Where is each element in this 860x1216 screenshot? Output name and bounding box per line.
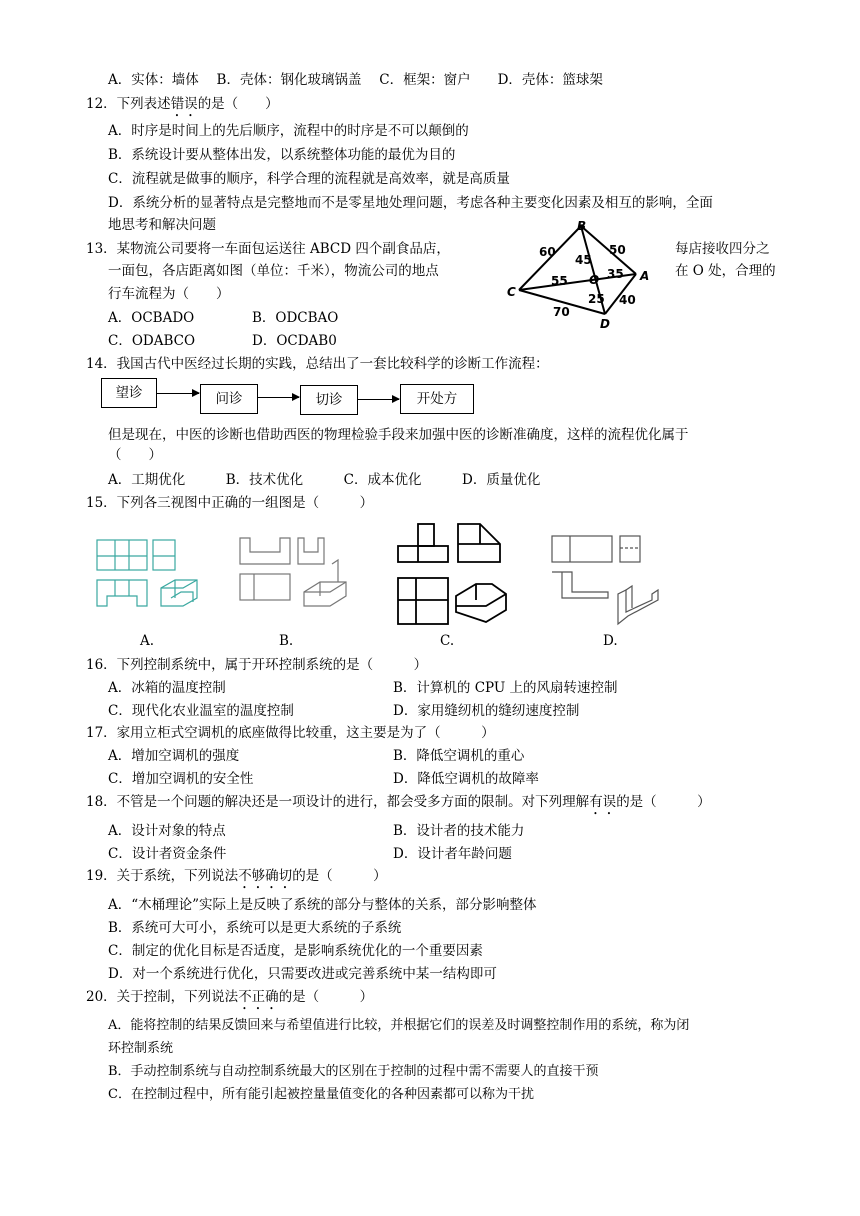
q18-option-a: A．设计对象的特点	[108, 823, 226, 839]
q17-option-d: D．降低空调机的故障率	[393, 771, 539, 787]
q19-stem-pre: 19．关于系统，下列说法	[86, 868, 239, 884]
dist-bo: 45	[575, 253, 592, 267]
q13-option-c: C．ODABCO	[108, 333, 196, 349]
q15-label-b: B.	[279, 633, 294, 649]
flow-step-4: 开处方	[400, 384, 474, 414]
q11-options: A．实体：墙体 B．壳体：钢化玻璃锅盖 C．框架：窗户 D．壳体：篮球架	[108, 72, 603, 88]
q13-stem-line1-right: 每店接收四分之	[675, 241, 770, 257]
q13-stem-line2-right: 在 O 处，合理的	[675, 263, 776, 279]
q18-stem-post: 的是（ ）	[616, 794, 711, 810]
q18-option-c: C．设计者资金条件	[108, 846, 227, 862]
q15-label-a: A.	[140, 633, 155, 649]
q20-option-a-line1: A．能将控制的结果反馈回来与希望值进行比较，并根据它们的误差及时调整控制作用的系统，称为闭	[108, 1018, 690, 1033]
q19-option-a: A．“木桶理论”实际上是反映了系统的部分与整体的关系，部分影响整体	[108, 897, 537, 913]
q18-option-b: B．设计者的技术能力	[393, 823, 525, 839]
q15-figure-b	[236, 536, 351, 626]
flow-step-3: 切诊	[300, 385, 358, 415]
q16-stem: 16．下列控制系统中，属于开环控制系统的是（ ）	[86, 657, 428, 673]
q14-stem-line3: （ ）	[108, 447, 162, 463]
q20-option-a-line2: 环控制系统	[108, 1041, 174, 1056]
dist-ad: 40	[619, 293, 636, 307]
node-d-label: D	[600, 317, 610, 331]
dist-oa: 35	[607, 267, 624, 281]
flow-step-1: 望诊	[101, 378, 157, 408]
q14-stem-line2: 但是现在，中医的诊断也借助西医的物理检验手段来加强中医的诊断准确度，这样的流程优化属于	[108, 427, 689, 443]
q18-stem-emphasis: 有误	[589, 794, 617, 810]
q18-option-d: D．设计者年龄问题	[393, 846, 512, 862]
q13-stem-line1: 13．某物流公司要将一车面包运送往 ABCD 四个副食品店，	[86, 241, 450, 257]
q13-stem-line2: 一面包，各店距离如图（单位：千米），物流公司的地点	[108, 263, 439, 279]
q15-label-c: C.	[440, 633, 455, 649]
q18-stem-pre: 18．不管是一个问题的解决还是一项设计的进行，都会受多方面的限制。对下列理解	[86, 794, 590, 810]
q12-option-d-line1: D．系统分析的显著特点是完整地而不是零星地处理问题，考虑各种主要变化因素及相互的影响，全面	[108, 195, 713, 211]
q18-stem	[86, 792, 711, 818]
q14-stem: 14．我国古代中医经过长期的实践，总结出了一套比较科学的诊断工作流程：	[86, 356, 549, 372]
q15-figure-c	[394, 520, 514, 630]
q12-stem-pre: 12．下列表述	[86, 96, 171, 112]
q17-option-a: A．增加空调机的强度	[108, 748, 240, 764]
q12-option-d-line2: 地思考和解决问题	[108, 217, 216, 233]
q17-option-c: C．增加空调机的安全性	[108, 771, 254, 787]
q20-stem-post: 的是（ ）	[278, 989, 374, 1005]
q19-option-b: B．系统可大可小，系统可以是更大系统的子系统	[108, 920, 402, 936]
q19-option-d: D．对一个系统进行优化，只需要改进或完善系统中某一结构即可	[108, 966, 497, 982]
q20-stem	[86, 987, 373, 1013]
q20-stem-emphasis: 不正确	[238, 989, 279, 1005]
q12-option-b: B．系统设计要从整体出发，以系统整体功能的最优为目的	[108, 147, 456, 163]
q13-option-a: A．OCBADO	[108, 310, 195, 326]
q14-options: A．工期优化 B．技术优化 C．成本优化 D．质量优化	[108, 472, 541, 488]
node-a-label: A	[640, 269, 650, 283]
q12-option-a: A．时序是时间上的先后顺序，流程中的时序是不可以颠倒的	[108, 123, 469, 139]
q19-stem-post: 的是（ ）	[292, 868, 387, 884]
q12-stem	[86, 94, 279, 120]
flow-step-2: 问诊	[200, 384, 258, 414]
q13-option-d: D．OCDAB0	[252, 333, 337, 349]
q16-option-d: D．家用缝纫机的缝纫速度控制	[393, 703, 580, 719]
q20-option-b: B．手动控制系统与自动控制系统最大的区别在于控制的过程中需不需要人的直接干预	[108, 1064, 599, 1079]
flow-arrow-1	[156, 393, 199, 394]
q12-option-c: C．流程就是做事的顺序，科学合理的流程就是高效率，就是高质量	[108, 171, 510, 187]
q15-stem: 15．下列各三视图中正确的一组图是（ ）	[86, 495, 374, 511]
q12-stem-post: 的是（ ）	[197, 96, 279, 112]
q15-figure-a	[95, 536, 215, 626]
q20-option-c: C．在控制过程中，所有能引起被控量量值变化的各种因素都可以称为干扰	[108, 1087, 534, 1102]
node-o-label: O	[589, 273, 600, 287]
node-c-label: C	[507, 285, 516, 299]
q19-stem	[86, 866, 387, 892]
q13-option-b: B．ODCBAO	[252, 310, 339, 326]
flow-arrow-3	[357, 399, 399, 400]
node-b-label: B	[577, 219, 587, 233]
q16-option-c: C．现代化农业温室的温度控制	[108, 703, 294, 719]
flow-arrow-2	[257, 397, 299, 398]
q19-stem-emphasis: 不够确切	[238, 868, 293, 884]
q13-stem-line3: 行车流程为（ ）	[108, 286, 230, 302]
q15-label-d: D.	[603, 633, 618, 649]
dist-co: 55	[551, 274, 568, 288]
q15-figure-d	[548, 532, 668, 632]
dist-od: 25	[588, 292, 605, 306]
dist-ba: 50	[609, 243, 626, 257]
q17-stem: 17．家用立柜式空调机的底座做得比较重，这主要是为了（ ）	[86, 725, 495, 741]
q13-distance-diagram	[505, 218, 665, 334]
dist-cd: 70	[553, 305, 570, 319]
q20-stem-pre: 20．关于控制，下列说法	[86, 989, 239, 1005]
q17-option-b: B．降低空调机的重心	[393, 748, 525, 764]
dist-cb: 60	[539, 245, 556, 259]
q16-option-a: A．冰箱的温度控制	[108, 680, 226, 696]
q16-option-b: B．计算机的 CPU 上的风扇转速控制	[393, 680, 618, 696]
q19-option-c: C．制定的优化目标是否适度，是影响系统优化的一个重要因素	[108, 943, 483, 959]
q12-stem-emphasis: 错误	[170, 96, 198, 112]
